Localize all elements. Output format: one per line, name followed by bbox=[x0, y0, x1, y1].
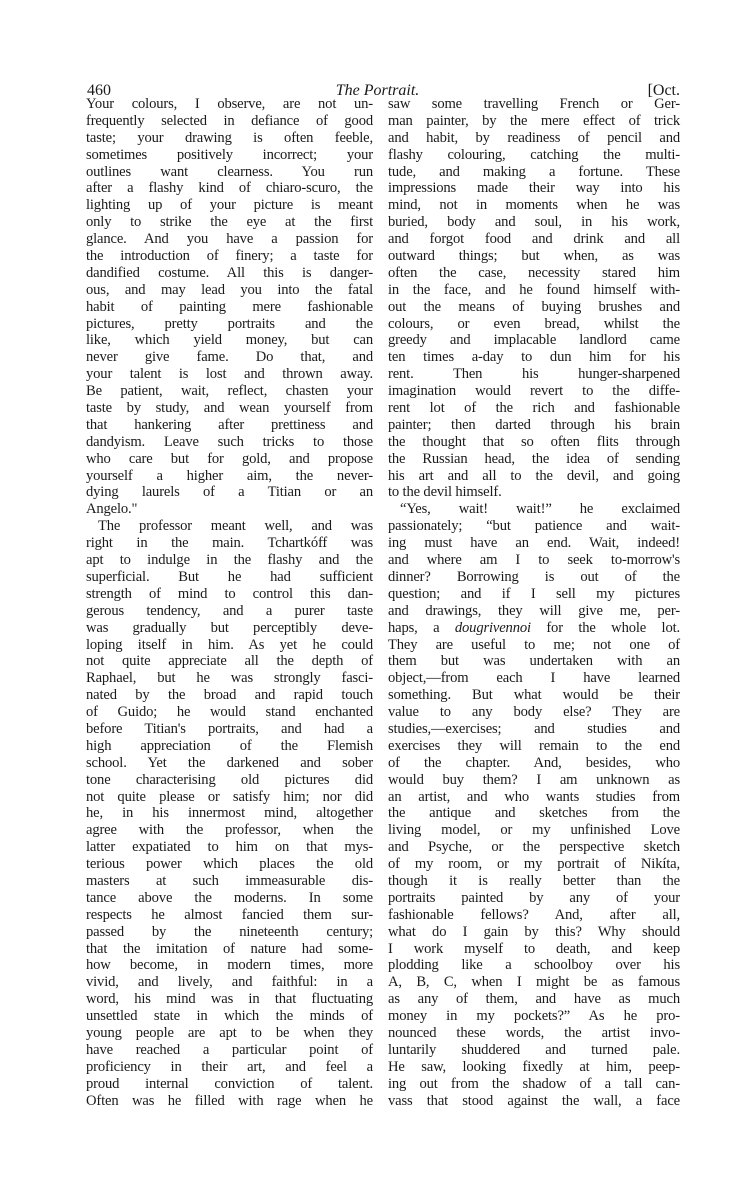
text-line: and where am I to seek to-morrow's bbox=[388, 552, 680, 569]
text-line: gerous tendency, and a purer taste bbox=[86, 602, 373, 619]
text-line: The professor meant well, and was bbox=[98, 518, 373, 535]
text-line: not quite please or satisfy him; nor did bbox=[86, 788, 373, 805]
text-line: Often was he filled with rage when he bbox=[86, 1092, 373, 1109]
text-line: and habit, by readiness of pencil and bbox=[388, 129, 680, 146]
text-line: what do I gain by this? Why should bbox=[388, 923, 680, 940]
text-line: passed by the nineteenth century; bbox=[86, 923, 373, 940]
text-line: terious power which places the old bbox=[86, 856, 373, 873]
text-line: luntarily shuddered and turned pale. bbox=[388, 1041, 680, 1058]
left-column bbox=[86, 96, 373, 1109]
text-line: taste by study, and wean yourself from bbox=[86, 400, 373, 417]
text-line: proficiency in their art, and feel a bbox=[86, 1058, 373, 1075]
text-line: yourself a higher aim, the never- bbox=[86, 467, 373, 484]
text-line: impressions made their way into his bbox=[388, 180, 680, 197]
text-line: who care but for gold, and propose bbox=[86, 450, 373, 467]
text-line: vivid, and lively, and faithful: in a bbox=[86, 974, 373, 991]
text-line: only to strike the eye at the first bbox=[86, 214, 373, 231]
text-line: in the face, and he found himself with- bbox=[388, 281, 680, 298]
text-line: buried, body and soul, in his work, bbox=[388, 214, 680, 231]
text-line: and forgot food and drink and all bbox=[388, 231, 680, 248]
text-line: imagination would revert to the diffe- bbox=[388, 383, 680, 400]
text-line: though it is really better than the bbox=[388, 872, 680, 889]
text-line: agree with the professor, when the bbox=[86, 822, 373, 839]
text-line: that the imitation of nature had some- bbox=[86, 940, 373, 957]
text-line: ing out from the shadow of a tall can- bbox=[388, 1075, 680, 1092]
text-line: dandified costume. All this is danger- bbox=[86, 264, 373, 281]
text-line: question; and if I sell my pictures bbox=[388, 585, 680, 602]
text-line: he, in his innermost mind, altogether bbox=[86, 805, 373, 822]
text-line bbox=[388, 620, 680, 637]
text-line: object,—from each I have learned bbox=[388, 670, 680, 687]
text-line: would buy them? I am unknown as bbox=[388, 771, 680, 788]
text-line: ing must have an end. Wait, indeed! bbox=[388, 535, 680, 552]
text-line: Raphael, but he was strongly fasci- bbox=[86, 670, 373, 687]
text-line: superficial. But he had sufficient bbox=[86, 568, 373, 585]
text-line: portraits painted by any of your bbox=[388, 889, 680, 906]
text-line: glance. And you have a passion for bbox=[86, 231, 373, 248]
text-line: colours, or even bread, whilst the bbox=[388, 315, 680, 332]
text-line: tance above the moderns. In some bbox=[86, 889, 373, 906]
text-line: nated by the broad and rapid touch bbox=[86, 687, 373, 704]
text-line: strength of mind to control this dan- bbox=[86, 585, 373, 602]
text-line: ten times a-day to dun him for his bbox=[388, 349, 680, 366]
text-line: vass that stood against the wall, a face bbox=[388, 1092, 680, 1109]
text-line: masters at such immeasurable dis- bbox=[86, 872, 373, 889]
text-line: They are useful to me; not one of bbox=[388, 636, 680, 653]
running-month: [Oct. bbox=[647, 82, 680, 99]
text-line: respects he almost fancied them sur- bbox=[86, 906, 373, 923]
text-line: habit of painting mere fashionable bbox=[86, 298, 373, 315]
text-line: taste; your drawing is often feeble, bbox=[86, 129, 373, 146]
text-line: was gradually but perceptibly deve- bbox=[86, 619, 373, 636]
text-line: school. Yet the darkened and sober bbox=[86, 754, 373, 771]
text-line: of my room, or my portrait of Nikíta, bbox=[388, 856, 680, 873]
text-line: young people are apt to be when they bbox=[86, 1024, 373, 1041]
text-line: latter expatiated to him on that mys- bbox=[86, 839, 373, 856]
text-line: that hankering after prettiness and bbox=[86, 416, 373, 433]
text-line: mind, not in moments when he was bbox=[388, 197, 680, 214]
text-line: the antique and sketches from the bbox=[388, 805, 680, 822]
text-line: studies,—exercises; and studies and bbox=[388, 720, 680, 737]
text-line: dinner? Borrowing is out of the bbox=[388, 568, 680, 585]
text-line: before Titian's portraits, and had a bbox=[86, 720, 373, 737]
text-line: and drawings, they will give me, per- bbox=[388, 602, 680, 619]
text-line: living model, or my unfinished Love bbox=[388, 822, 680, 839]
text-line: flashy colouring, catching the multi- bbox=[388, 146, 680, 163]
text-line: not quite appreciate all the depth of bbox=[86, 653, 373, 670]
text-span: for the whole lot. bbox=[530, 619, 680, 636]
text-line: and Psyche, or the perspective sketch bbox=[388, 839, 680, 856]
text-line: money in my pockets?” As he pro- bbox=[388, 1008, 680, 1025]
text-line: Be patient, wait, reflect, chasten your bbox=[86, 383, 373, 400]
text-line: your talent is lost and thrown away. bbox=[86, 366, 373, 383]
text-line: plodding like a schoolboy over his bbox=[388, 957, 680, 974]
right-column bbox=[388, 96, 680, 1109]
page-number: 460 bbox=[87, 82, 111, 99]
text-line: greedy and implacable landlord came bbox=[388, 332, 680, 349]
text-line: as any of them, and have as much bbox=[388, 991, 680, 1008]
text-line: have reached a particular point of bbox=[86, 1041, 373, 1058]
text-line: apt to indulge in the flashy and the bbox=[86, 552, 373, 569]
text-line: rent lot of the rich and fashionable bbox=[388, 400, 680, 417]
text-line: Angelo." bbox=[86, 501, 138, 518]
text-line: man painter, by the mere effect of trick bbox=[388, 112, 680, 129]
text-line: outlines want clearness. You run bbox=[86, 163, 373, 180]
text-line: of Guido; he would stand enchanted bbox=[86, 704, 373, 721]
text-line: loping itself in him. As yet he could bbox=[86, 636, 373, 653]
text-line: an artist, and who wants studies from bbox=[388, 788, 680, 805]
text-line: the Russian head, the idea of sending bbox=[388, 450, 680, 467]
text-line: fashionable fellows? And, after all, bbox=[388, 906, 680, 923]
text-line: like, which yield money, but can bbox=[86, 332, 373, 349]
text-line: frequently selected in defiance of good bbox=[86, 112, 373, 129]
text-line: pictures, pretty portraits and the bbox=[86, 315, 373, 332]
text-line: often the case, necessity stared him bbox=[388, 264, 680, 281]
text-line: his art and all to the devil, and going bbox=[388, 467, 680, 484]
text-line: them but was undertaken with an bbox=[388, 653, 680, 670]
text-line: exercises they will remain to the end bbox=[388, 737, 680, 754]
text-line: tude, and making a fortune. These bbox=[388, 163, 680, 180]
text-line: rent. Then his hunger-sharpened bbox=[388, 366, 680, 383]
text-line: nounced these words, the artist invo- bbox=[388, 1024, 680, 1041]
text-line: the introduction of finery; a taste for bbox=[86, 248, 373, 265]
text-line: how become, in modern times, more bbox=[86, 957, 373, 974]
text-line: unsettled state in which the minds of bbox=[86, 1008, 373, 1025]
text-line: high appreciation of the Flemish bbox=[86, 737, 373, 754]
text-line: word, his mind was in that fluctuating bbox=[86, 991, 373, 1008]
text-line: saw some travelling French or Ger- bbox=[388, 96, 680, 112]
text-line: tone characterising old pictures did bbox=[86, 771, 373, 788]
text-line: I work myself to death, and keep bbox=[388, 940, 680, 957]
text-line: ous, and may lead you into the fatal bbox=[86, 281, 373, 298]
text-line: passionately; “but patience and wait- bbox=[388, 518, 680, 535]
text-line: painter; then darted through his brain bbox=[388, 416, 680, 433]
text-line: after a flashy kind of chiaro-scuro, the bbox=[86, 180, 373, 197]
text-span: haps, a bbox=[388, 619, 455, 636]
text-line: lighting up of your picture is meant bbox=[86, 197, 373, 214]
text-line: to the devil himself. bbox=[388, 484, 502, 501]
text-line: something. But what would be their bbox=[388, 687, 680, 704]
text-line: never give fame. Do that, and bbox=[86, 349, 373, 366]
text-line: A, B, C, when I might be as famous bbox=[388, 974, 680, 991]
text-line: value to any body else? They are bbox=[388, 704, 680, 721]
text-line: proud internal conviction of talent. bbox=[86, 1075, 373, 1092]
text-line: He saw, looking fixedly at him, peep- bbox=[388, 1058, 680, 1075]
text-line: Your colours, I observe, are not un- bbox=[86, 96, 373, 112]
italic-word: dougrivennoi bbox=[454, 619, 531, 636]
text-line: outward things; but when, as was bbox=[388, 248, 680, 265]
text-line: sometimes positively incorrect; your bbox=[86, 146, 373, 163]
text-line: of the chapter. And, besides, who bbox=[388, 754, 680, 771]
running-title: The Portrait. bbox=[335, 82, 420, 99]
text-line: out the means of buying brushes and bbox=[388, 298, 680, 315]
text-line: “Yes, wait! wait!” he exclaimed bbox=[400, 501, 680, 518]
text-line: right in the main. Tchartkóff was bbox=[86, 535, 373, 552]
text-line: the thought that so often flits through bbox=[388, 433, 680, 450]
text-line: dandyism. Leave such tricks to those bbox=[86, 433, 373, 450]
text-line: dying laurels of a Titian or an bbox=[86, 484, 373, 501]
